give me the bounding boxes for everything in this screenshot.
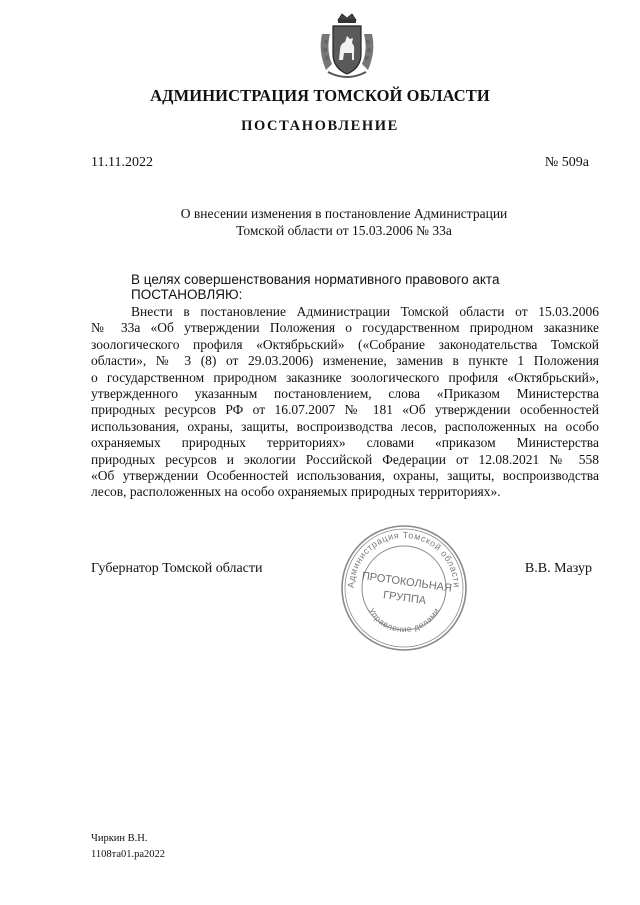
stamp-ring-text: Администрация Томской области [345, 529, 463, 589]
signer-name: В.В. Мазур [524, 561, 592, 576]
body-paragraph [91, 304, 599, 501]
body-line: Внести в постановление Администрации Томской области от 15.03.2006 [131, 304, 599, 319]
organization-title: АДМИНИСТРАЦИЯ ТОМСКОЙ ОБЛАСТИ [150, 86, 490, 105]
coat-of-arms-icon [316, 12, 378, 84]
subject-line: О внесении изменения в постановление Администрации [180, 206, 508, 221]
stamp-center-line: ПРОТОКОЛЬНАЯ [361, 570, 453, 595]
signer-title: Губернатор Томской области [91, 561, 263, 576]
document-author: Чиркин В.Н. [91, 833, 148, 844]
body-line: использования, охраны, защиты, воспроизводства лесов, расположенных на особо [91, 418, 599, 434]
body-line: «Об утверждении Особенностей использования, охраны, защиты, воспроизводства [91, 467, 599, 483]
document-number: № 509а [544, 155, 589, 170]
preamble-text: В целях совершенствования нормативного правового акта [131, 272, 500, 287]
document-subject [0, 206, 640, 239]
body-line: природных ресурсов и экологии Российской Федерации от 12.08.2021 № 558 [91, 451, 599, 467]
body-line: охраняемых природных территориях» словами «приказом Министерства [91, 435, 599, 451]
document-code: 1108та01.ра2022 [91, 849, 166, 860]
decree-word: ПОСТАНОВЛЯЮ: [131, 287, 243, 302]
body-line: природных ресурсов РФ от 16.07.2007 № 181 «Об утверждении особенностей [91, 402, 599, 418]
svg-text:Управление делами [367, 606, 442, 634]
document-date: 11.11.2022 [91, 155, 153, 170]
document-type-title: ПОСТАНОВЛЕНИЕ [241, 118, 399, 134]
body-line: утвержденного указанным постановлением, слова «Приказом Министерства [91, 385, 599, 401]
subject-line: Томской области от 15.03.2006 № 33а [236, 222, 452, 238]
stamp-center-line: ГРУППА [382, 589, 427, 608]
body-line: лесов, расположенных на особо охраняемых природных территориях». [91, 484, 501, 500]
official-stamp [338, 522, 470, 654]
stamp-bottom-text: Управление делами [366, 606, 442, 635]
body-line: о государственном природном заказнике зоологического профиля «Октябрьский», [91, 369, 599, 385]
body-line: области», № 3 (8) от 29.03.2006) изменение, заменив в пункте 1 Положения [91, 353, 599, 369]
body-line: № 33а «Об утверждении Положения о государственном природном заказнике [91, 320, 599, 336]
body-line: зоологического профиля «Октябрьский» («Собрание законодательства Томской [91, 336, 599, 352]
